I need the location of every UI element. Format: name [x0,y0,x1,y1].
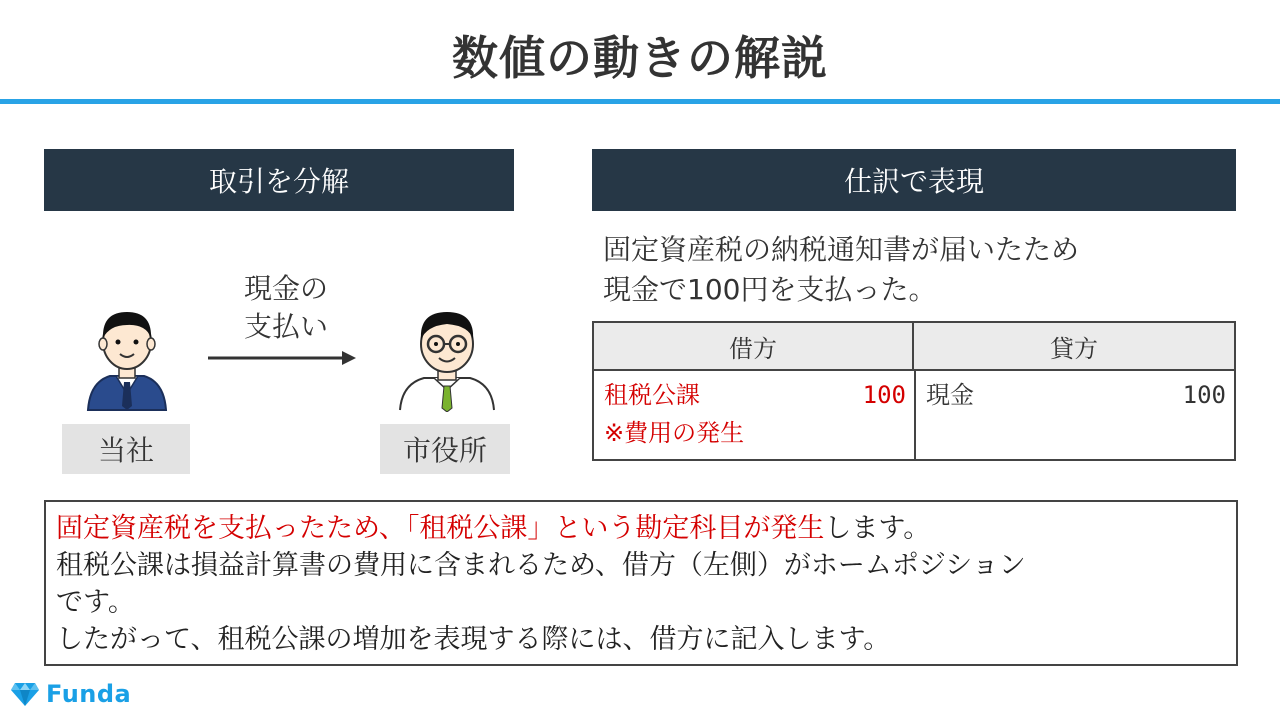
decompose-header: 取引を分解 [44,149,514,211]
explanation-line3: です。 [56,587,135,618]
arrow-label-line2: 支払い [243,310,328,343]
credit-header: 貸方 [914,323,1234,371]
description-line1: 固定資産税の納税通知書が届いたため [603,233,1080,266]
arrow-label [226,270,346,346]
debit-account: 租税公課 [604,381,700,409]
brand-logo [10,680,131,708]
payment-arrow-icon [208,346,358,370]
arrow-label-line1: 現金の [243,272,328,305]
journal-entry-header: 仕訳で表現 [592,149,1236,211]
debit-note: ※費用の発生 [604,419,745,447]
city-official-icon [392,304,502,412]
diamond-icon [10,681,40,707]
title-underline [0,99,1280,104]
journal-divider [914,371,916,459]
transaction-description [603,230,1079,310]
description-line2: 現金で100円を支払った。 [603,273,937,306]
brand-name: Funda [46,680,132,708]
explanation-box [44,500,1238,666]
city-hall-label: 市役所 [380,424,510,474]
explanation-highlight: 固定資産税を支払ったため、「租税公課」という勘定科目が発生 [56,513,825,544]
debit-amount: 100 [862,381,906,409]
explanation-line1 [56,510,1226,547]
explanation-line1-rest: します。 [824,513,931,544]
explanation-line2: 租税公課は損益計算書の費用に含まれるため、借方（左側）がホームポジション [56,550,1026,581]
journal-table [592,321,1236,461]
businessman-icon [82,304,172,412]
company-label: 当社 [62,424,190,474]
debit-header: 借方 [594,323,914,371]
credit-account: 現金 [926,381,974,409]
page-title: 数値の動きの解説 [452,31,828,85]
credit-amount: 100 [1182,381,1226,409]
explanation-line4: したがって、租税公課の増加を表現する際には、借方に記入します。 [56,624,891,655]
